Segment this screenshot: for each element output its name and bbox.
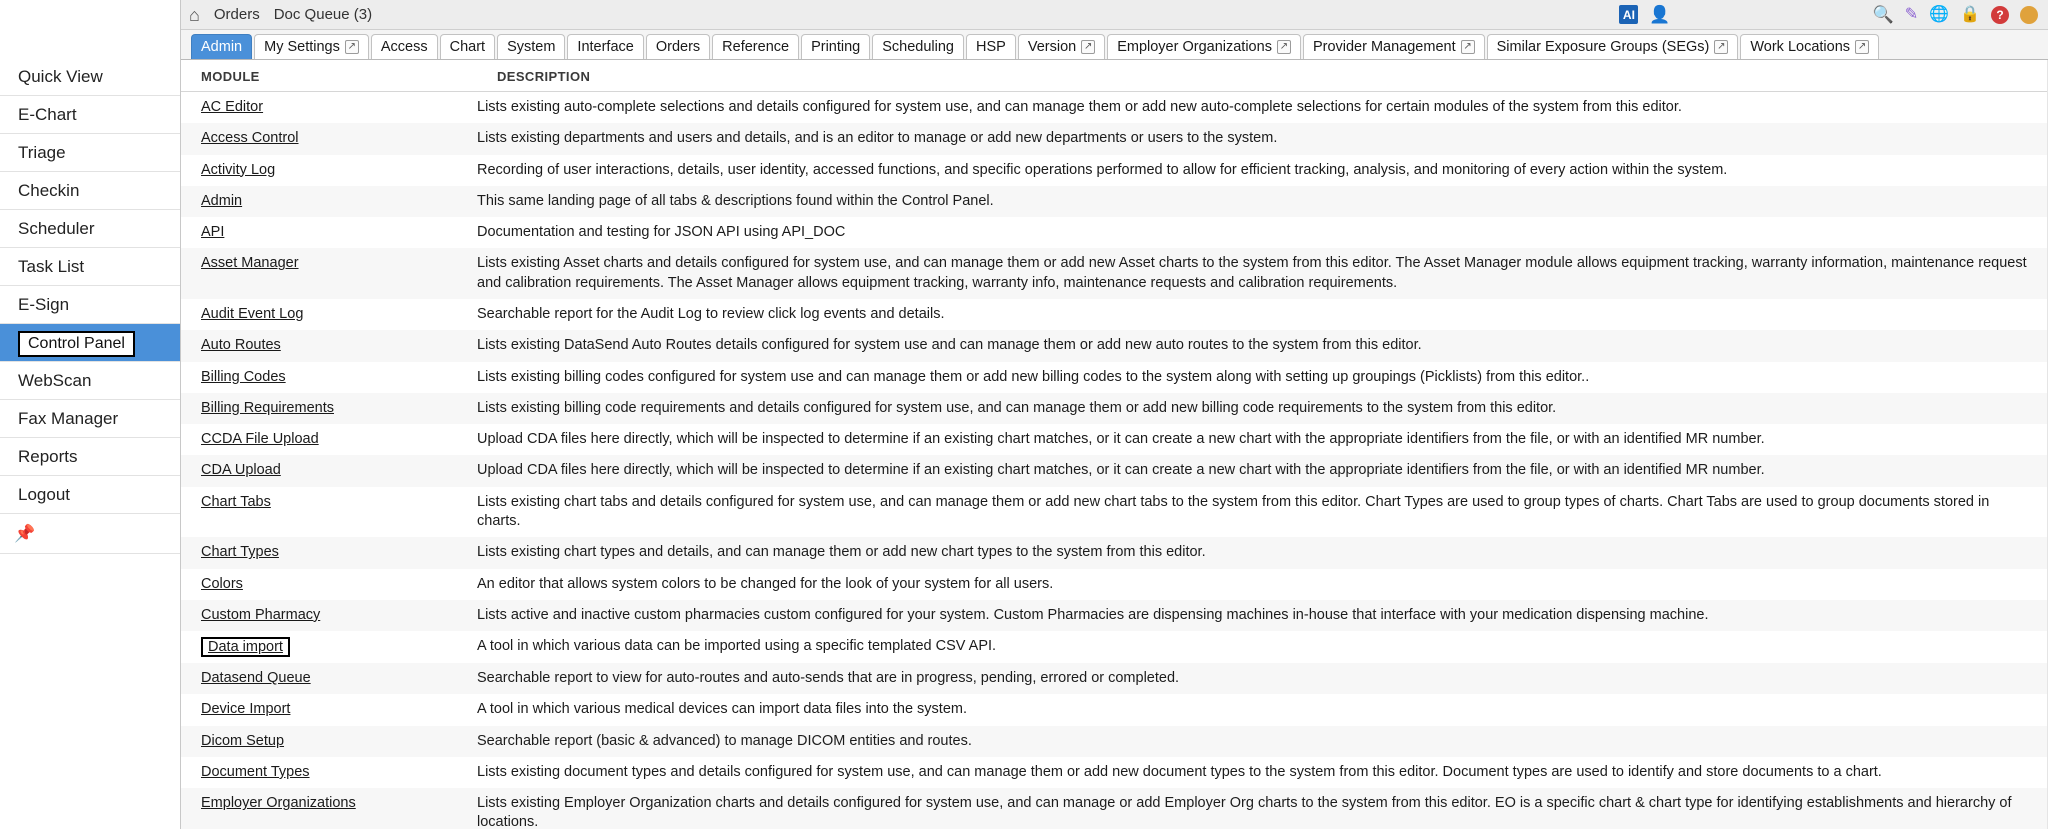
table-row [181, 663, 2048, 694]
module-link-api[interactable]: API [201, 224, 225, 241]
sidebar-item-label: Reports [18, 447, 78, 466]
table-row [181, 155, 2048, 186]
table-row [181, 123, 2048, 154]
globe-icon[interactable]: 🌐 [1929, 5, 1950, 23]
sidebar-item-control-panel[interactable] [0, 324, 180, 362]
main-area [181, 0, 2048, 829]
module-link-audit-event-log[interactable]: Audit Event Log [201, 305, 304, 322]
table-row [181, 362, 2048, 393]
table-cell-module [181, 694, 477, 725]
tab-bar [181, 30, 2048, 60]
table-row [181, 186, 2048, 217]
table-head [181, 60, 2048, 92]
table-cell-module [181, 248, 477, 299]
tab-label: Orders [655, 39, 701, 55]
sidebar-item-triage[interactable] [0, 134, 180, 172]
table-cell-module [181, 299, 477, 330]
tab-label: Chart [449, 39, 486, 55]
table-row [181, 757, 2048, 788]
sidebar-item-label: Triage [18, 143, 66, 162]
sidebar-item-task-list[interactable] [0, 248, 180, 286]
table-cell-description: Lists existing document types and details configured for system use, and can manage them or add new document types to the system from this editor. Document types are used to identify and store documents to a chart. [477, 757, 2048, 788]
table-cell-description: Recording of user interactions, details, user identity, accessed functions, and specific operations performed to allow for efficient tracking, analysis, and monitoring of every action within the system. [477, 155, 2048, 186]
table-row [181, 537, 2048, 568]
tab-label: HSP [976, 39, 1006, 55]
column-header-module: MODULE [181, 60, 477, 92]
topbar-right-icons [1619, 5, 2038, 24]
sidebar-item-label: E-Sign [18, 295, 70, 314]
module-link-chart-types[interactable]: Chart Types [201, 544, 279, 561]
table-row [181, 424, 2048, 455]
tab-label: Provider Management [1312, 39, 1456, 55]
tab-version[interactable] [1018, 34, 1105, 59]
module-link-ac-editor[interactable]: AC Editor [201, 99, 264, 115]
tab-employer-organizations[interactable] [1107, 34, 1301, 59]
tab-label: Admin [201, 39, 243, 55]
table-cell-description: Lists existing billing codes configured for system use and can manage them or add new billing codes to the system along with setting up groupings (Picklists) from this editor.. [477, 362, 2048, 393]
table-row [181, 788, 2048, 829]
sidebar-item-e-chart[interactable] [0, 96, 180, 134]
module-link-auto-routes[interactable]: Auto Routes [201, 337, 281, 354]
tab-label: My Settings [264, 39, 340, 55]
sidebar-item-quick-view[interactable] [0, 58, 180, 96]
table-cell-module [181, 217, 477, 248]
sidebar-item-label: Scheduler [18, 219, 95, 238]
module-link-access-control[interactable]: Access Control [201, 130, 299, 147]
table-cell-module [181, 186, 477, 217]
tab-access[interactable] [371, 34, 438, 59]
table-cell-description: An editor that allows system colors to be changed for the look of your system for all users. [477, 569, 2048, 600]
search-icon[interactable]: 🔍 [1872, 5, 1894, 24]
tab-admin[interactable] [191, 34, 252, 59]
sidebar-item-label: Logout [18, 485, 70, 504]
tab-chart[interactable] [440, 34, 495, 59]
tab-provider-management[interactable] [1303, 34, 1485, 59]
sidebar-item-label: Quick View [18, 67, 103, 86]
modules-table [181, 60, 2048, 829]
table-cell-module [181, 362, 477, 393]
table-cell-module [181, 757, 477, 788]
tab-work-locations[interactable] [1740, 34, 1879, 59]
sidebar-item-webscan[interactable] [0, 362, 180, 400]
table-cell-module [181, 788, 477, 829]
sidebar-item-label: Checkin [18, 181, 80, 200]
pin-icon[interactable]: 📌 [0, 514, 180, 554]
module-link-document-types[interactable]: Document Types [201, 763, 310, 780]
tab-label: System [507, 39, 556, 55]
table-cell-module [181, 393, 477, 424]
sidebar-item-fax-manager[interactable] [0, 400, 180, 438]
table-cell-description: Lists existing chart types and details, and can manage them or add new chart types to the system from this editor. [477, 537, 2048, 568]
sidebar-item-label: Control Panel [18, 331, 135, 357]
tab-interface[interactable] [567, 34, 643, 59]
tab-label: Version [1027, 39, 1077, 55]
tab-label: Printing [811, 39, 861, 55]
table-cell-description: Lists active and inactive custom pharmacies custom configured for your system. Custom Pharmacies are dispensing machines in-house that interface with your medication dispensing machine. [477, 600, 2048, 631]
topbar-link-doc-queue[interactable]: Doc Queue (3) [273, 6, 373, 23]
person-icon[interactable]: 👤 [1649, 5, 1671, 24]
table-header-row [181, 60, 2048, 92]
module-link-admin[interactable]: Admin [201, 192, 243, 209]
module-link-billing-codes[interactable]: Billing Codes [201, 368, 286, 385]
table-cell-module [181, 663, 477, 694]
module-link-ccda-file-upload[interactable]: CCDA File Upload [201, 431, 319, 448]
table-row [181, 455, 2048, 486]
external-link-icon[interactable]: ↗ [1081, 40, 1095, 54]
table-cell-description: Documentation and testing for JSON API using API_DOC [477, 217, 2048, 248]
table-cell-module [181, 600, 477, 631]
table-cell-description: Lists existing DataSend Auto Routes details configured for system use and can manage them or add new auto routes to the system from this editor. [477, 330, 2048, 361]
topbar [181, 0, 2048, 30]
table-cell-description: Searchable report to view for auto-routes and auto-sends that are in progress, pending, errored or completed. [477, 663, 2048, 694]
table-body [181, 92, 2048, 829]
table-row [181, 299, 2048, 330]
tab-reference[interactable] [712, 34, 799, 59]
module-link-colors[interactable]: Colors [201, 575, 243, 592]
tab-label: Interface [577, 39, 634, 55]
help-icon[interactable]: ? [1991, 6, 2009, 24]
tab-similar-exposure-groups[interactable] [1487, 34, 1739, 59]
module-link-dicom-setup[interactable]: Dicom Setup [201, 732, 285, 749]
tab-label: Reference [722, 39, 790, 55]
table-row [181, 694, 2048, 725]
table-cell-description: Lists existing auto-complete selections and details configured for system use, and can manage them or add new auto-complete selections for certain modules of the system from this editor. [477, 92, 2048, 124]
sidebar-item-label: WebScan [18, 371, 92, 390]
table-row [181, 393, 2048, 424]
table-cell-description: This same landing page of all tabs & descriptions found within the Control Panel. [477, 186, 2048, 217]
column-header-description: DESCRIPTION [477, 60, 2048, 92]
sidebar-item-scheduler[interactable] [0, 210, 180, 248]
tab-label: Scheduling [882, 39, 954, 55]
table-cell-module [181, 569, 477, 600]
tab-printing[interactable] [801, 34, 870, 59]
external-link-icon[interactable]: ↗ [1714, 40, 1728, 54]
sidebar-item-label: Task List [18, 257, 85, 276]
table-cell-module [181, 92, 477, 124]
tab-label: Employer Organizations [1117, 39, 1272, 55]
table-row [181, 92, 2048, 124]
table-cell-module [181, 330, 477, 361]
table-cell-module [181, 487, 477, 538]
module-link-chart-tabs[interactable]: Chart Tabs [201, 493, 271, 510]
tab-my-settings[interactable] [254, 34, 369, 59]
module-link-device-import[interactable]: Device Import [201, 701, 291, 718]
table-cell-module [181, 123, 477, 154]
table-cell-description: A tool in which various data can be imported using a specific templated CSV API. [477, 631, 2048, 663]
table-row [181, 248, 2048, 299]
table-row [181, 600, 2048, 631]
sidebar-item-label: Fax Manager [18, 409, 119, 428]
tab-scheduling[interactable] [872, 34, 964, 59]
table-row [181, 569, 2048, 600]
external-link-icon[interactable]: ↗ [1855, 40, 1869, 54]
sidebar-item-checkin[interactable] [0, 172, 180, 210]
tab-system[interactable] [497, 34, 565, 59]
tab-orders[interactable] [646, 34, 710, 59]
tab-label: Work Locations [1750, 39, 1851, 55]
table-cell-description: Searchable report for the Audit Log to review click log events and details. [477, 299, 2048, 330]
table-cell-module [181, 631, 477, 663]
table-cell-description: Searchable report (basic & advanced) to manage DICOM entities and routes. [477, 726, 2048, 757]
module-link-custom-pharmacy[interactable]: Custom Pharmacy [201, 606, 321, 623]
external-link-icon[interactable]: ↗ [345, 40, 359, 54]
table-cell-module [181, 726, 477, 757]
table-cell-module [181, 155, 477, 186]
module-link-employer-organizations[interactable]: Employer Organizations [201, 795, 356, 812]
home-icon[interactable]: ⌂ [189, 4, 200, 25]
table-cell-description: A tool in which various medical devices can import data files into the system. [477, 694, 2048, 725]
table-cell-description: Upload CDA files here directly, which will be inspected to determine if an existing chart matches, or it can create a new chart with the appropriate identifiers from the file, or with an identified MR number. [477, 424, 2048, 455]
tab-label: Similar Exposure Groups (SEGs) [1496, 39, 1710, 55]
table-row [181, 726, 2048, 757]
table-cell-description: Lists existing Employer Organization charts and details configured for system use, and can manage or add Employer Org charts to the system from this editor. EO is a specific chart & chart type for identifying establishments and hierarchy of locations. [477, 788, 2048, 829]
table-cell-description: Lists existing departments and users and details, and is an editor to manage or add new departments or users to the system. [477, 123, 2048, 154]
tab-hsp[interactable] [966, 34, 1016, 59]
table-row [181, 631, 2048, 663]
sidebar-item-label: E-Chart [18, 105, 77, 124]
external-link-icon[interactable]: ↗ [1277, 40, 1291, 54]
table-row [181, 487, 2048, 538]
modules-table-container [181, 60, 2048, 829]
external-link-icon[interactable]: ↗ [1461, 40, 1475, 54]
module-link-asset-manager[interactable]: Asset Manager [201, 255, 299, 272]
sidebar [0, 0, 181, 829]
module-link-data-import[interactable]: Data import [201, 637, 290, 657]
table-cell-module [181, 424, 477, 455]
module-link-billing-requirements[interactable]: Billing Requirements [201, 399, 334, 416]
table-row [181, 330, 2048, 361]
profile-icon[interactable] [2020, 6, 2038, 24]
table-row [181, 217, 2048, 248]
module-link-datasend-queue[interactable]: Datasend Queue [201, 670, 311, 687]
table-cell-description: Lists existing chart tabs and details configured for system use, and can manage them or add new chart tabs to the system from this editor. Chart Types are used to group types of charts. Chart Tabs are used to group documents stored in charts. [477, 487, 2048, 538]
table-cell-module [181, 455, 477, 486]
sidebar-item-logout[interactable] [0, 476, 180, 514]
ai-badge[interactable]: AI [1619, 5, 1638, 24]
sidebar-item-e-sign[interactable] [0, 286, 180, 324]
pencil-icon[interactable]: ✎ [1904, 5, 1919, 23]
topbar-link-orders[interactable]: Orders [213, 6, 260, 23]
lock-icon[interactable]: 🔒 [1960, 5, 1980, 23]
table-cell-description: Lists existing Asset charts and details configured for system use, and can manage them or add new Asset charts to the system from this editor. The Asset Manager module allows equipment tracking, warranty information, maintenance request and calibration requirements. The Asset Manager allows equipment tracking, warranty info, maintenance requests and calibration requirements. [477, 248, 2048, 299]
module-link-activity-log[interactable]: Activity Log [201, 161, 276, 178]
tab-label: Access [380, 39, 428, 55]
table-cell-description: Lists existing billing code requirements and details configured for system use, and can manage them or add new billing code requirements to the system from this editor. [477, 393, 2048, 424]
sidebar-item-reports[interactable] [0, 438, 180, 476]
module-link-cda-upload[interactable]: CDA Upload [201, 462, 281, 479]
table-cell-module [181, 537, 477, 568]
table-cell-description: Upload CDA files here directly, which will be inspected to determine if an existing chart matches, or it can create a new chart with the appropriate identifiers from the file, or with an identified MR number. [477, 455, 2048, 486]
